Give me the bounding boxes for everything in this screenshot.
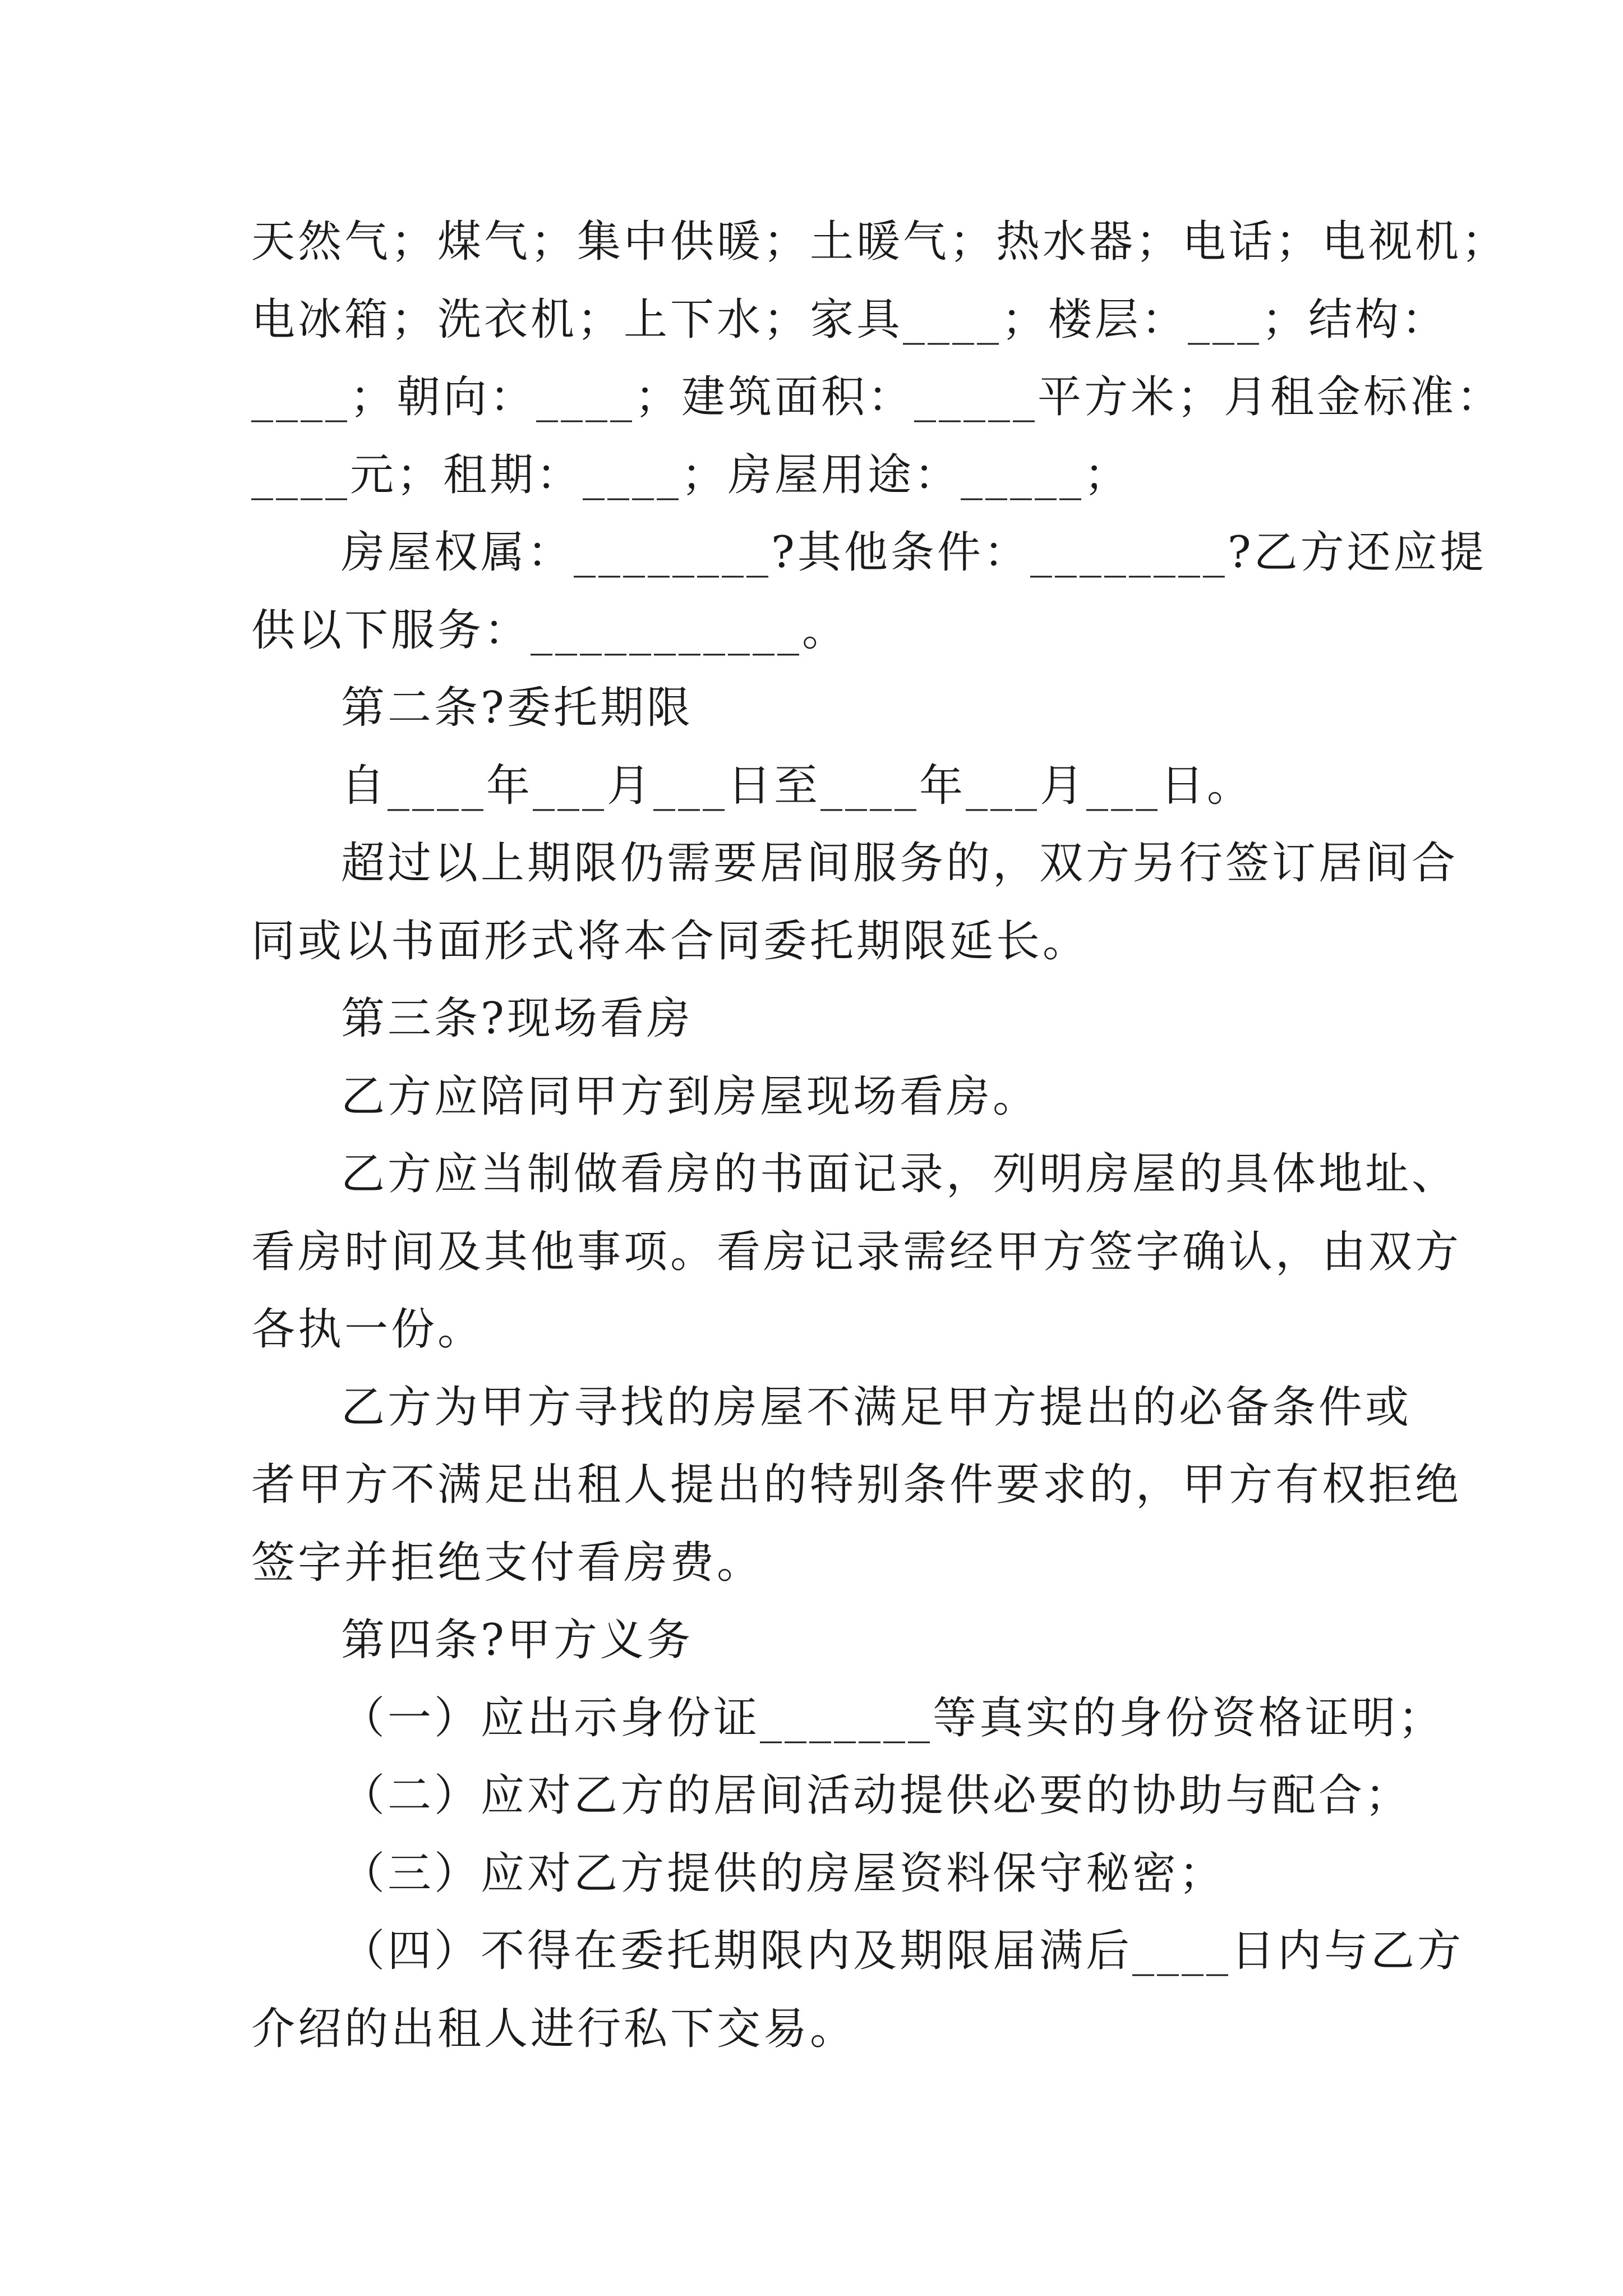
text-line: 者甲方不满足出租人提出的特别条件要求的，甲方有权拒绝 [251,1460,1462,1510]
text-line: 乙方应陪同甲方到房屋现场看房。 [341,1071,1040,1122]
text-line: ____；朝向：____；建筑面积：_____平方米；月租金标准： [251,372,1504,422]
text-line: 天然气；煤气；集中供暖；土暖气；热水器；电话；电视机； [251,217,1509,267]
section-heading: 第二条?委托期限 [341,683,693,733]
document-body [251,203,1509,2068]
text-line: 看房时间及其他事项。看房记录需经甲方签字确认，由双方 [251,1226,1462,1277]
text-line: 各执一份。 [251,1304,485,1355]
list-item: （二）应对乙方的居间活动提供必要的协助与配合； [341,1770,1412,1821]
text-line: 超过以上期限仍需要居间服务的，双方另行签订居间合 [341,838,1459,889]
section-heading: 第三条?现场看房 [341,993,693,1044]
list-item: （四）不得在委托期限内及期限届满后____日内与乙方 [341,1926,1464,1976]
section-heading: 第四条?甲方义务 [341,1615,693,1665]
text-line: 介绍的出租人进行私下交易。 [251,2003,857,2054]
list-item: （三）应对乙方提供的房屋资料保守秘密； [341,1848,1226,1899]
list-item: （一）应出示身份证_______等真实的身份资格证明； [341,1692,1445,1743]
text-line: 房屋权属：________?其他条件：________?乙方还应提 [341,527,1487,578]
text-line: 供以下服务：___________。 [251,605,849,656]
text-line: 自____年___月___日至____年___月___日。 [341,760,1254,811]
text-line: 电冰箱；洗衣机；上下水；家具____；楼层：___；结构： [251,294,1449,345]
text-line: 乙方为甲方寻找的房屋不满足甲方提出的必备条件或 [341,1382,1412,1433]
text-line: ____元；租期：____；房屋用途：_____； [251,449,1131,500]
text-line: 乙方应当制做看房的书面记录，列明房屋的具体地址、 [341,1149,1459,1199]
text-line: 同或以书面形式将本合同委托期限延长。 [251,915,1090,967]
text-line: 签字并拒绝支付看房费。 [251,1537,764,1588]
